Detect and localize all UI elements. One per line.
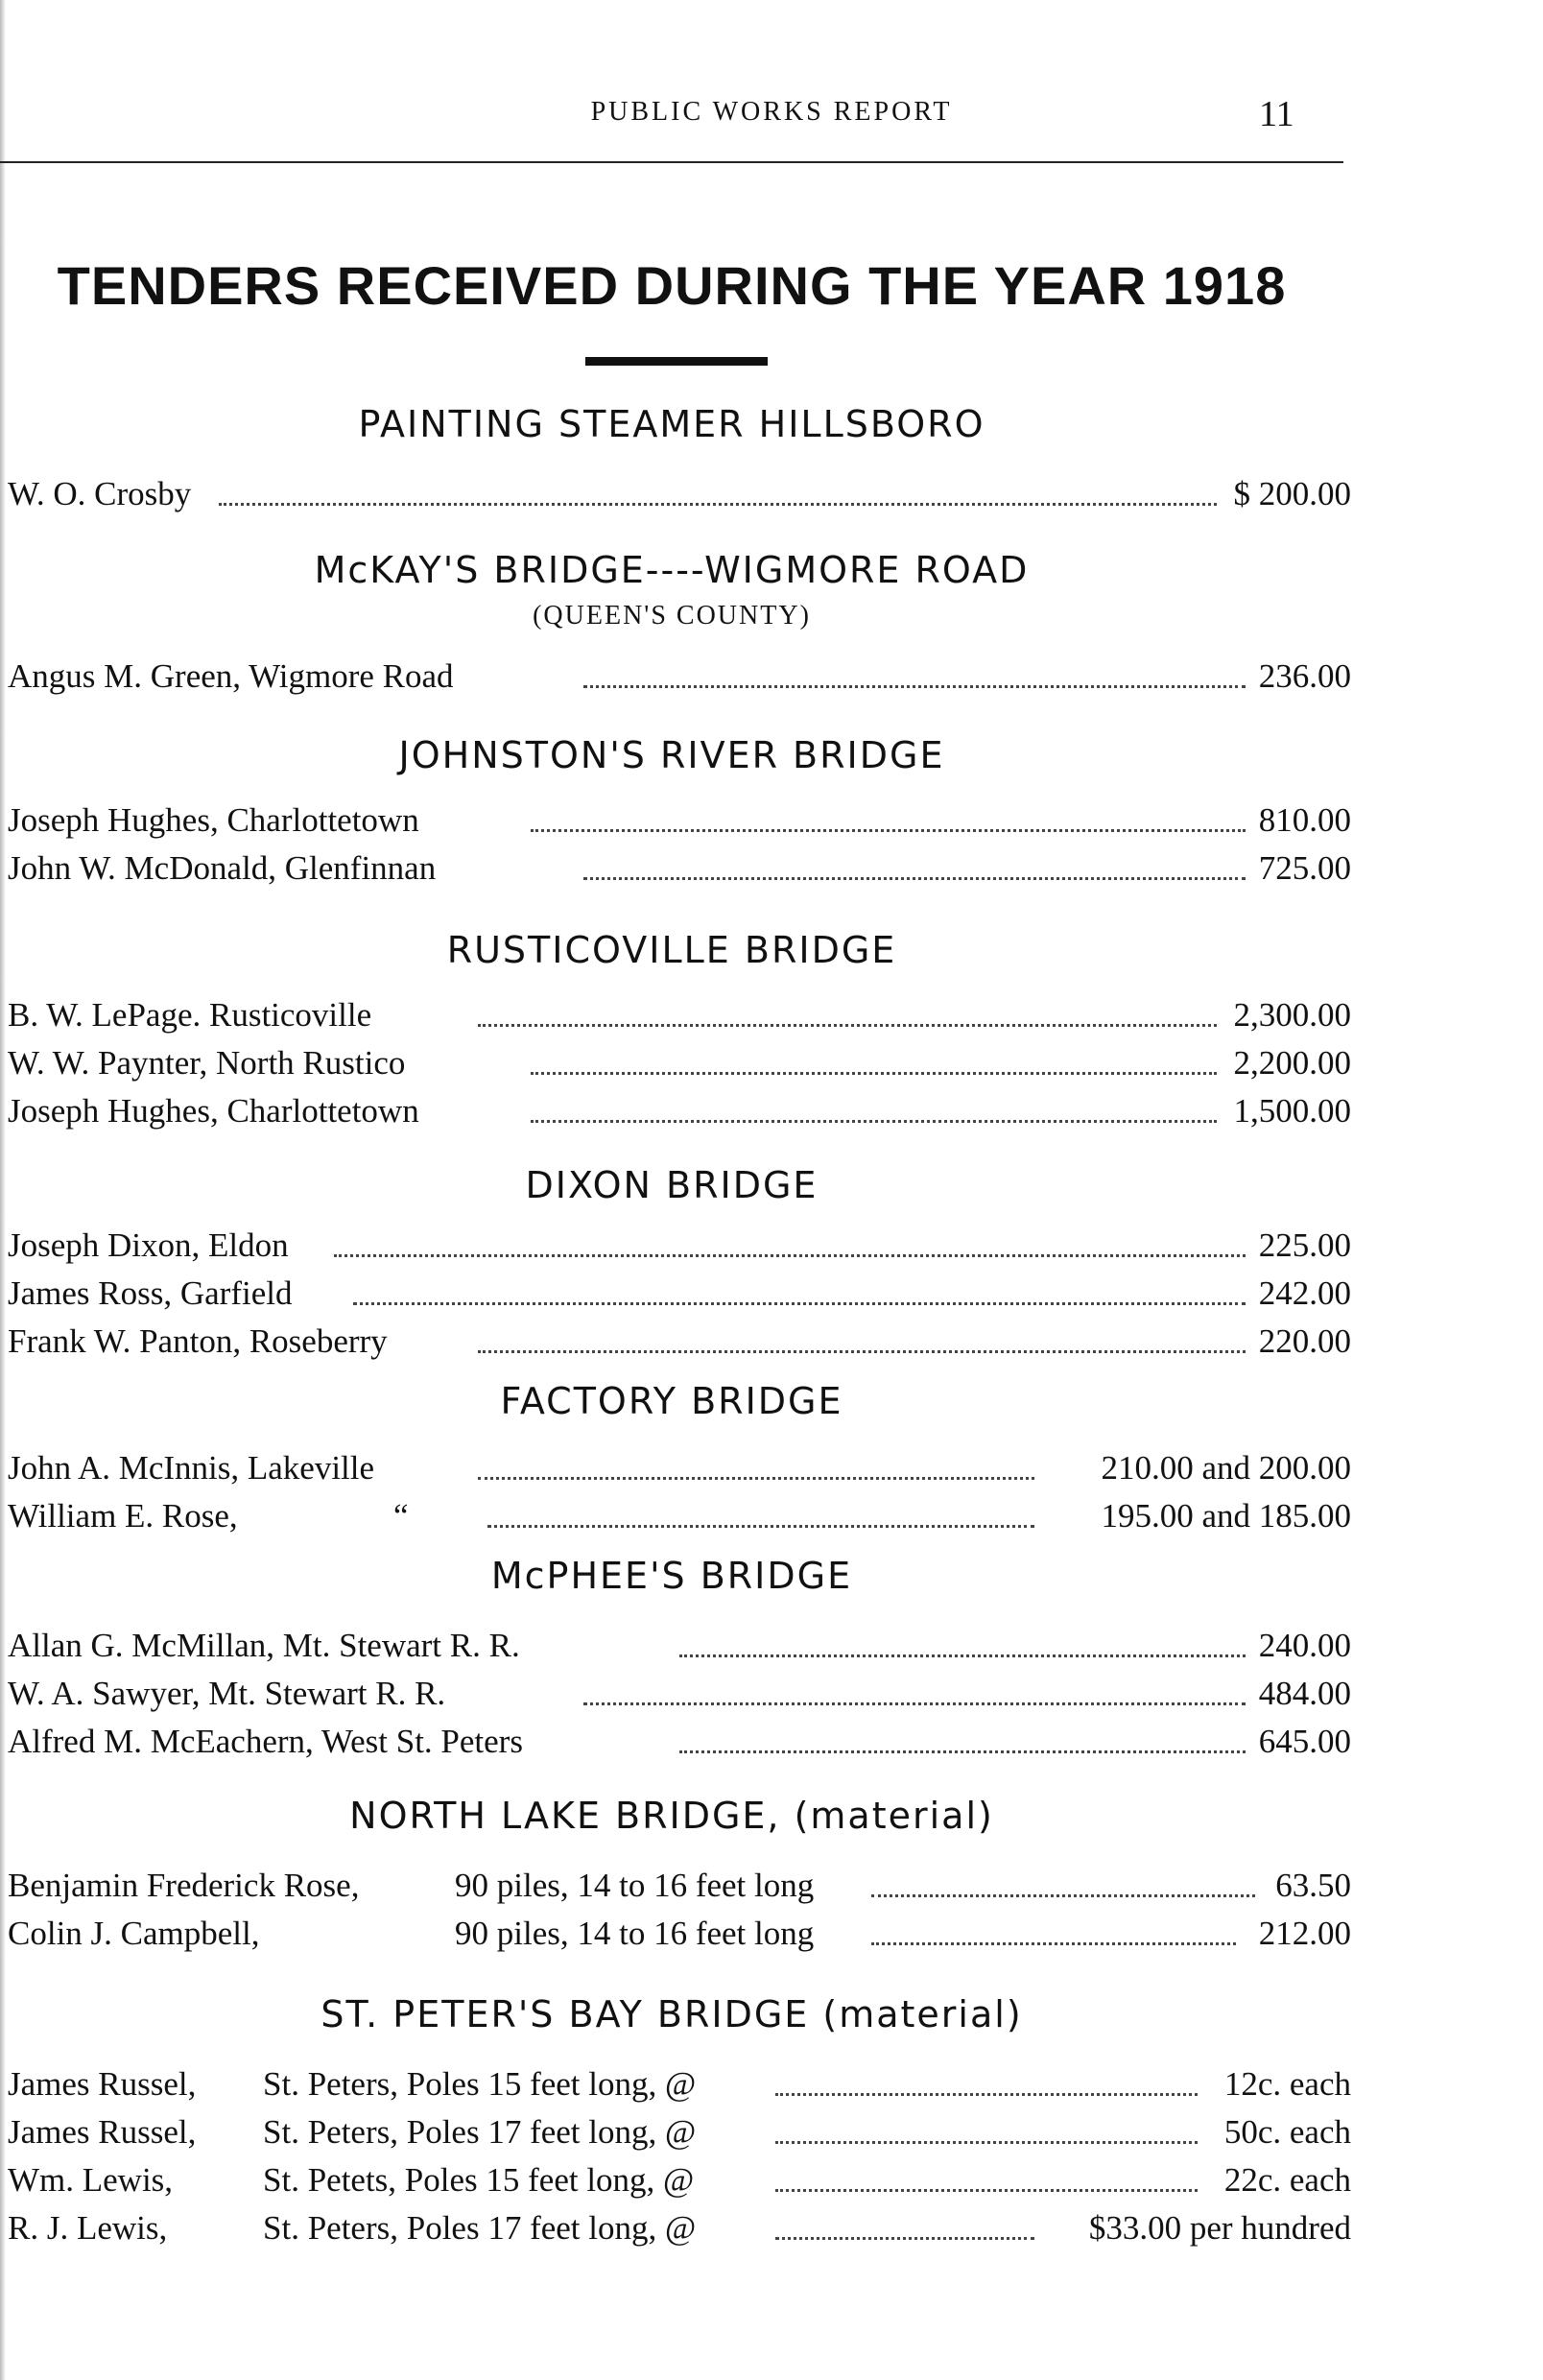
tender-row [8, 991, 1351, 1039]
material-description: St. Peters, Poles 17 feet long, @ [259, 2204, 700, 2252]
tender-row [8, 1862, 1351, 1910]
dot-leader [775, 2237, 1034, 2240]
tenderer-name: W. A. Sawyer, Mt. Stewart R. R. [8, 1670, 449, 1718]
tender-row [8, 1670, 1351, 1718]
page-number: 11 [1259, 94, 1294, 134]
tender-amount: 484.00 [1255, 1670, 1351, 1718]
tender-row [8, 2108, 1351, 2156]
tender-row [8, 2204, 1351, 2252]
title-divider-bar [585, 357, 768, 366]
section-heading-factory: FACTORY BRIDGE [500, 1380, 843, 1422]
dot-leader [478, 1024, 1217, 1027]
tender-amount: 725.00 [1255, 845, 1351, 892]
tenderer-name: John W. McDonald, Glenfinnan [8, 845, 439, 892]
dot-leader [871, 1942, 1236, 1945]
tender-amount: 210.00 and 200.00 [1097, 1444, 1351, 1492]
dot-leader [334, 1254, 1246, 1257]
tender-row [8, 845, 1351, 892]
tenderer-name: Allan G. McMillan, Mt. Stewart R. R. [8, 1622, 524, 1670]
tender-row [8, 1718, 1351, 1766]
tenderer-name: Wm. Lewis, [8, 2156, 177, 2204]
tenderer-name: Joseph Hughes, Charlottetown [8, 797, 423, 845]
tender-row [8, 1318, 1351, 1366]
dot-leader [775, 2093, 1198, 2096]
dot-leader [583, 685, 1246, 688]
tenderer-name: Alfred M. McEachern, West St. Peters [8, 1718, 527, 1766]
section-heading-dixon: DIXON BRIDGE [525, 1164, 819, 1206]
tender-row [8, 1444, 1351, 1492]
tenderer-name: B. W. LePage. Rusticoville [8, 991, 375, 1039]
tender-amount: $ 200.00 [1230, 470, 1352, 518]
tender-row [8, 1910, 1351, 1958]
tender-amount: 50c. each [1221, 2108, 1351, 2156]
tender-row [8, 1622, 1351, 1670]
material-description: St. Peters, Poles 15 feet long, @ [259, 2060, 700, 2108]
tender-amount: 2,300.00 [1230, 991, 1352, 1039]
tender-amount: 225.00 [1255, 1222, 1351, 1270]
dot-leader [871, 1894, 1255, 1897]
dot-leader [353, 1302, 1246, 1305]
section-subheading-mckay: (QUEEN'S COUNTY) [533, 601, 811, 631]
dot-leader [478, 1350, 1246, 1353]
section-heading-johnston: JOHNSTON'S RIVER BRIDGE [398, 734, 945, 776]
section-heading-mcphee: McPHEE'S BRIDGE [490, 1555, 853, 1597]
tenderer-name: Colin J. Campbell, [8, 1910, 264, 1958]
dot-leader [531, 1072, 1217, 1075]
dot-leader [775, 2141, 1198, 2144]
tender-amount: 12c. each [1221, 2060, 1351, 2108]
tender-row [8, 1222, 1351, 1270]
dot-leader [583, 877, 1246, 880]
tender-amount: 2,200.00 [1230, 1039, 1352, 1087]
running-head: PUBLIC WORKS REPORT [590, 97, 953, 127]
dot-leader [679, 1750, 1246, 1753]
tenderer-name: William E. Rose, [8, 1492, 242, 1540]
page-title: TENDERS RECEIVED DURING THE YEAR 1918 [57, 255, 1287, 316]
dot-leader [531, 1120, 1217, 1123]
section-heading-hillsboro: PAINTING STEAMER HILLSBORO [358, 403, 985, 445]
tender-amount: 195.00 and 185.00 [1097, 1492, 1351, 1540]
tenderer-name: Joseph Dixon, Eldon [8, 1222, 293, 1270]
tenderer-name: Benjamin Frederick Rose, [8, 1862, 363, 1910]
dot-leader [531, 829, 1246, 832]
tender-row [8, 1087, 1351, 1135]
tender-row [8, 2156, 1351, 2204]
dot-leader [219, 503, 1217, 506]
tender-row [8, 2060, 1351, 2108]
tenderer-name: James Russel, [8, 2060, 200, 2108]
tenderer-name: Angus M. Green, Wigmore Road [8, 653, 458, 701]
tender-amount: 236.00 [1255, 653, 1351, 701]
tenderer-name: W. W. Paynter, North Rustico [8, 1039, 409, 1087]
tenderer-name: Joseph Hughes, Charlottetown [8, 1087, 423, 1135]
section-heading-rusticoville: RUSTICOVILLE BRIDGE [446, 929, 897, 971]
dot-leader [679, 1654, 1246, 1657]
tender-row [8, 1270, 1351, 1318]
tender-amount: 242.00 [1255, 1270, 1351, 1318]
section-heading-mckay: McKAY'S BRIDGE----WIGMORE ROAD [314, 549, 1030, 591]
tender-amount: 645.00 [1255, 1718, 1351, 1766]
section-heading-northlake: NORTH LAKE BRIDGE, (material) [349, 1795, 994, 1837]
tender-amount: 22c. each [1221, 2156, 1351, 2204]
material-description: 90 piles, 14 to 16 feet long [451, 1862, 818, 1910]
material-description: St. Petets, Poles 15 feet long, @ [259, 2156, 698, 2204]
tender-row [8, 797, 1351, 845]
tenderer-name: R. J. Lewis, [8, 2204, 171, 2252]
dot-leader [487, 1525, 1034, 1528]
section-heading-stpeters: ST. PETER'S BAY BRIDGE (material) [320, 1993, 1023, 2035]
page-header [0, 91, 1543, 149]
material-description: St. Peters, Poles 17 feet long, @ [259, 2108, 700, 2156]
material-description: 90 piles, 14 to 16 feet long [451, 1910, 818, 1958]
tenderer-name: James Ross, Garfield [8, 1270, 296, 1318]
dot-leader [583, 1702, 1246, 1705]
tenderer-name: W. O. Crosby [8, 470, 195, 518]
tender-row [8, 1492, 1351, 1540]
tender-amount: 212.00 [1255, 1910, 1351, 1958]
tender-amount: 63.50 [1271, 1862, 1351, 1910]
tender-amount: 240.00 [1255, 1622, 1351, 1670]
ditto-mark: “ [390, 1492, 413, 1540]
tenderer-name: James Russel, [8, 2108, 200, 2156]
tender-amount: 1,500.00 [1230, 1087, 1352, 1135]
dot-leader [478, 1477, 1034, 1480]
header-rule [0, 161, 1343, 163]
tender-row [8, 470, 1351, 518]
tender-amount: 810.00 [1255, 797, 1351, 845]
tender-amount: $33.00 per hundred [1085, 2204, 1351, 2252]
tender-amount: 220.00 [1255, 1318, 1351, 1366]
tenderer-name: Frank W. Panton, Roseberry [8, 1318, 392, 1366]
tenderer-name: John A. McInnis, Lakeville [8, 1444, 378, 1492]
tender-row [8, 653, 1351, 701]
dot-leader [775, 2189, 1198, 2192]
tender-row [8, 1039, 1351, 1087]
